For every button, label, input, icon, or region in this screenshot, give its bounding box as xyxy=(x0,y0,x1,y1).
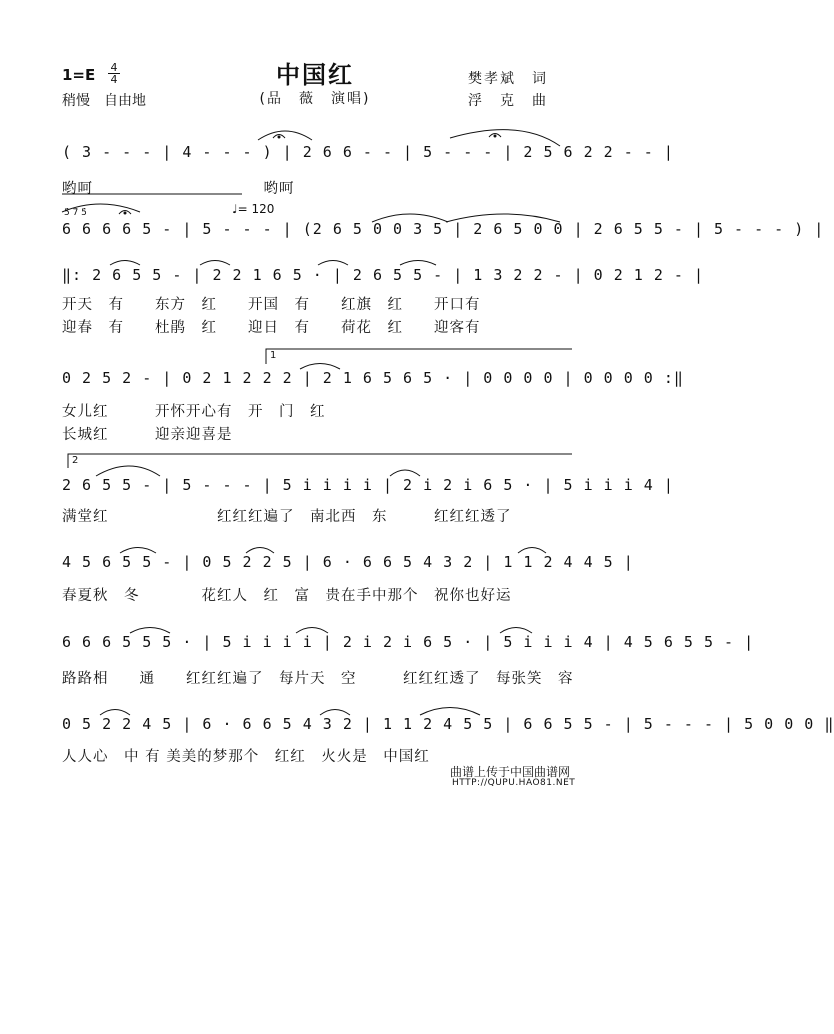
slur-mark xyxy=(100,710,130,716)
notation-row-7: 6 6 6 5 5 5 · | 5 i i i i | 2 i 2 i 6 5 · | 5 i i i 4 | 4 5 6 5 5 - | xyxy=(62,633,755,651)
volta-bracket-second xyxy=(68,454,572,468)
slur-mark xyxy=(400,261,436,266)
metronome-mark: ♩= 120 xyxy=(232,202,275,216)
slur-mark xyxy=(296,628,328,634)
notation-row-4: 0 2 5 2 - | 0 2 1 2 2 2 | 2 1 6 5 6 5 · | 0 0 0 0 | 0 0 0 0 :‖ xyxy=(62,369,684,387)
song-title: 中国红 xyxy=(276,61,354,89)
lyric-row-6: 春夏秋 冬 花红人 红 富 贵在手中那个 祝你也好运 xyxy=(62,588,512,604)
slur-mark xyxy=(518,548,546,554)
lyric-row-4b: 长城红 迎亲迎喜是 xyxy=(62,427,233,443)
notation-row-1: ( 3 - - - | 4 - - - ) | 2 6 6 - - | 5 - - - | 2 5 6 2 2 - - | xyxy=(62,143,674,161)
slur-mark xyxy=(300,364,340,370)
slur-mark xyxy=(246,548,274,554)
key-signature: 1=E xyxy=(62,66,96,84)
slur-mark xyxy=(446,214,560,222)
notation-row-3: ‖: 2 6 5 5 - | 2 2 1 6 5 · | 2 6 5 5 - | 1 3 2 2 - | 0 2 1 2 - | xyxy=(62,266,704,284)
tempo-marking: 稍慢 自由地 xyxy=(62,93,146,109)
slur-mark xyxy=(420,708,480,716)
slur-mark xyxy=(500,628,532,634)
volta-bracket-first xyxy=(266,349,572,364)
volta-second-label: 2 xyxy=(72,455,79,466)
lyric-row-8: 人人心 中 有 美美的梦那个 红红 火火是 中国红 xyxy=(62,749,430,765)
time-signature-top: 4 xyxy=(108,62,120,74)
composer-credit: 浮 克 曲 xyxy=(468,93,548,109)
lyricist-credit: 樊孝斌 词 xyxy=(468,71,548,87)
slur-mark xyxy=(96,466,160,476)
slur-mark xyxy=(318,261,348,266)
time-signature-bottom: 4 xyxy=(110,73,118,86)
lyric-row-5: 满堂红 红红红遍了 南北西 东 红红红透了 xyxy=(62,509,512,525)
performer-line: (品 薇 演唱) xyxy=(259,91,371,107)
lyric-row-3b: 迎春 有 杜鹃 红 迎日 有 荷花 红 迎客有 xyxy=(62,320,481,336)
slur-mark xyxy=(120,548,156,554)
notation-row-6: 4 5 6 5 5 - | 0 5 2 2 5 | 6 · 6 6 5 4 3 2 | 1 1 2 4 4 5 | xyxy=(62,553,634,571)
notation-row-2: 6 6 6 6 5 - | 5 - - - | (2 6 5 0 0 3 5 | 2 6 5 0 0 | 2 6 5 5 - | 5 - - - ) | xyxy=(62,220,825,238)
lyric-row-7: 路路相 通 红红红遍了 每片天 空 红红红透了 每张笑 容 xyxy=(62,671,574,687)
slur-mark xyxy=(390,470,420,476)
slur-mark xyxy=(200,261,230,266)
lyric-row-4a: 女儿红 开怀开心有 开 门 红 xyxy=(62,404,326,420)
lyric-row-1: 哟呵 哟呵 xyxy=(62,181,295,197)
lyric-row-3a: 开天 有 东方 红 开国 有 红旗 红 开口有 xyxy=(62,297,481,313)
notation-row-5: 2 6 5 5 - | 5 - - - | 5 i i i i | 2 i 2 i 6 5 · | 5 i i i 4 | xyxy=(62,476,674,494)
slur-mark xyxy=(258,131,312,140)
source-url: HTTP://QUPU.HAO81.NET xyxy=(452,778,576,788)
slur-mark xyxy=(110,261,140,266)
source-credit: 曲谱上传于中国曲谱网 xyxy=(450,765,571,779)
slur-mark xyxy=(130,628,170,634)
slur-mark xyxy=(372,214,448,222)
slur-mark xyxy=(450,130,560,146)
notation-row-8: 0 5 2 2 4 5 | 6 · 6 6 5 4 3 2 | 1 1 2 4 5 5 | 6 6 5 5 - | 5 - - - | 5 0 0 0 ‖ xyxy=(62,715,834,733)
slur-mark xyxy=(320,710,350,716)
volta-first-label: 1 xyxy=(270,350,277,361)
grace-notes: 5̇ 7̇ 5̇ xyxy=(64,208,87,218)
